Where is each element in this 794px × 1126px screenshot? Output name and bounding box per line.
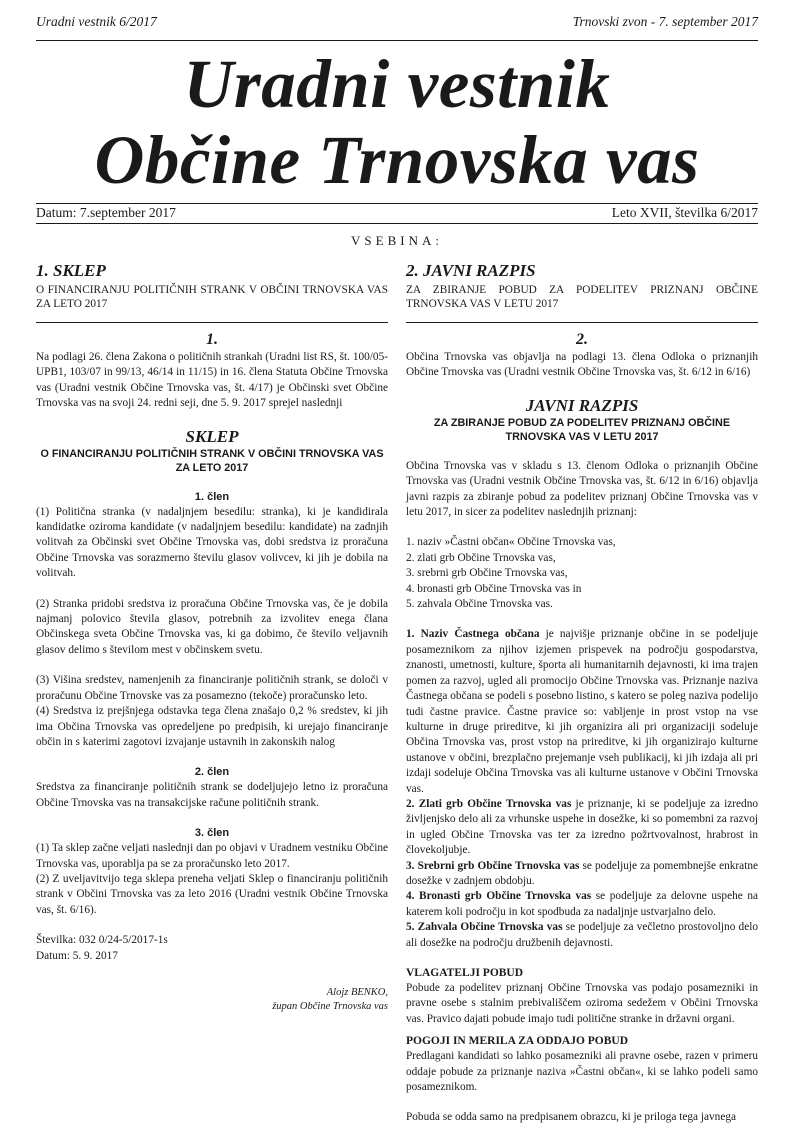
- left-column-rule: [36, 322, 388, 324]
- dateline-rule: [36, 223, 758, 224]
- article-1-para-1: (1) Politična stranka (v nadaljnjem besedilu: stranka), ki je kandidirala kandidatke oziroma kandidate (v nadaljnjem besedilu: kandidate) na zadnjih volitvah za Občinski svet Občine Trnovska vas, dobi sredstva iz proračuna Občine Trnovska vas sorazmerno številu glasov volivcev, ki jih je dobila na volitvah.: [36, 505, 388, 580]
- masthead-line2: Občine Trnovska vas: [94, 122, 700, 198]
- toc-item-1: [36, 261, 388, 311]
- issue-date: Datum: 7.september 2017: [36, 205, 176, 220]
- list-item: 4. bronasti grb Občine Trnovska vas in: [406, 582, 582, 595]
- section-number-1: 1.: [206, 331, 218, 348]
- list-item: 1. naziv »Častni občan« Občine Trnovska vas,: [406, 536, 616, 549]
- toc-item-1-desc: O FINANCIRANJU POLITIČNIH STRANK V OBČINI TRNOVSKA VAS ZA LETO 2017: [36, 284, 388, 310]
- right-column: [406, 330, 758, 1126]
- masthead: [36, 46, 758, 198]
- masthead-rule: [36, 203, 758, 204]
- toc-item-1-title: 1. SKLEP: [36, 261, 106, 280]
- article-1-para-4: (4) Sredstva iz prejšnjega odstavka tega člena znašajo 0,2 % sredstev, ki jih ima Občina Trnovska vas opredeljene po predpisih, ki urejajo financiranje občin in s katerimi zagotovi izvajanje ustavnih in zakonskih nalog: [36, 705, 388, 748]
- award-desc-2: [406, 797, 758, 859]
- submission-para: Pobuda se odda samo na predpisanem obrazcu, ki je priloga tega javnega: [406, 1111, 737, 1124]
- section-number-2: 2.: [576, 331, 588, 348]
- article-1-heading: 1. člen: [194, 490, 230, 503]
- list-item: 5. zahvala Občine Trnovska vas.: [406, 598, 553, 611]
- list-item: 3. srebrni grb Občine Trnovska vas,: [406, 567, 568, 580]
- article-3-para-1: (1) Ta sklep začne veljati naslednji dan po objavi v Uradnem vestniku Občine Trnovska vas, uporablja pa se za proračunsko leto 2017.: [36, 842, 388, 870]
- award-desc-4: [406, 889, 758, 920]
- toc-item-2-title: 2. JAVNI RAZPIS: [406, 261, 536, 280]
- masthead-line1: Uradni vestnik: [183, 46, 611, 122]
- sklep-intro: Na podlagi 26. člena Zakona o političnih strankah (Uradni list RS, št. 100/05-UPB1, 103/07 in 99/13, 46/14 in 11/15) in 16. člena Statuta Občine Trnovska vas (Uradni vestnik Občine Trnovska vas, št. 4/17) je Občinski svet Občine Trnovska vas na svoji 24. redni seji, dne 5. 9. 2017 sprejel naslednji: [36, 351, 388, 410]
- issue-number: Leto XVII, številka 6/2017: [611, 205, 758, 220]
- razpis-subtitle: ZA ZBIRANJE POBUD ZA PODELITEV PRIZNANJ OBČINE TRNOVSKA VAS V LETU 2017: [433, 416, 731, 443]
- applicants-para: Pobude za podelitev priznanj Občine Trnovska vas podajo posamezniki in pravne osebe s stalnim prebivališčem oziroma sedežem v Občini Trnovska vas. Pravico dajati pobude imajo tudi politične stranke in državni organi.: [406, 982, 758, 1025]
- razpis-para-1: Občina Trnovska vas v skladu s 13. členom Odloka o priznanjih Občine Trnovska vas (Uradni vestnik Občine Trnovska vas, št. 6/12 in 6/16) objavlja javni razpis za zbiranje pobud za podelitev priznanj Občine Trnovska vas v letu 2017, in sicer za podelitev naslednjih priznanj:: [406, 459, 758, 519]
- toc-item-2: [406, 261, 758, 311]
- award-desc-1-text: je najvišje priznanje občine in se podeljuje posameznikom za njihov izjemen prispevek na področju gospodarstva, znanosti, umetnosti, kulture, športa ali humanitarnih dejavnosti, ki ima trajen pomen za razvoj, ugled ali promocijo Občine Trnovska vas. Priznanje naziva Častnega občana se podeli s posebno listino, s katero se poleg naziva podelijo tudi častne pravice. Častne pravice so: vabljenje in prost vstop na vse kulturne in druge prireditve, ki jih organizira ali pri organizaciji sodeluje Občina Trnovska vas, prost vstop na prireditve, ki jih organizirajo kulturne ustanove v občini, brezplačno prejemanje vseh publikacij, ki jih izdaja ali pri izdaji sodeluje Občina Trnovska vas ali kulturne ustanove v Občini Trnovska vas.: [406, 628, 758, 795]
- award-desc-2-name: 2. Zlati grb Občine Trnovska vas: [406, 797, 572, 810]
- left-column: [36, 330, 388, 1014]
- award-desc-3-name: 3. Srebrni grb Občine Trnovska vas: [406, 859, 580, 872]
- article-2-para: Sredstva za financiranje političnih strank se dodeljujejo letno iz proračuna Občine Trnovska vas na transakcijske račune političnih strank.: [36, 781, 388, 809]
- article-3-heading: 3. člen: [194, 827, 230, 840]
- right-column-rule: [406, 322, 758, 324]
- section-heading-criteria: POGOJI IN MERILA ZA ODDAJO POBUD: [406, 1035, 629, 1048]
- award-desc-2-text: je priznanje, ki se podeljuje za izredno življenjsko delo ali za vrhunske uspehe in dosežke, ki so pomembni za razvoj in ugled Občine Trnovska vas ter za izredno požrtvovalnost, hrabrost in človekoljubje.: [406, 797, 758, 857]
- article-3-para-2: (2) Z uveljavitvijo tega sklepa preneha veljati Sklep o financiranju političnih strank v Občini Trnovska vas za leto 2016 (Uradni vestnik Občine Trnovska vas, št. 6/16).: [36, 872, 388, 916]
- award-desc-3: [406, 859, 758, 890]
- award-desc-4-text: se podeljuje za delovne uspehe na katerem koli področju in kot spodbuda za nadaljnje ustvarjalno delo.: [406, 890, 758, 918]
- sklep-subtitle: O FINANCIRANJU POLITIČNIH STRANK V OBČINI TRNOVSKA VAS ZA LETO 2017: [40, 447, 384, 474]
- award-desc-1: [406, 627, 758, 796]
- list-item: 2. zlati grb Občine Trnovska vas,: [406, 551, 556, 564]
- running-header-right: Trnovski zvon - 7. september 2017: [572, 14, 758, 29]
- article-1-para-2: (2) Stranka pridobi sredstva iz proračuna Občine Trnovska vas, če je dobila najmanj polovico števila glasov, potrebnih za izvolitev enega člana Občinskega sveta Občine Trnovska vas, ki ga dobimo, če število veljavnih glasov delimo s številom mest v občinskem svetu.: [36, 597, 388, 656]
- header-rule: [36, 40, 758, 41]
- award-desc-1-name: 1. Naziv Častnega občana: [406, 628, 540, 641]
- contents-label: VSEBINA:: [351, 233, 443, 248]
- award-desc-5: [406, 920, 758, 951]
- award-desc-4-name: 4. Bronasti grb Občine Trnovska vas: [406, 890, 592, 903]
- awards-list: [406, 535, 758, 612]
- criteria-para: Predlagani kandidati so lahko posamezniki ali pravne osebe, razen v primeru oddaje pobude za priznanje naziva »Častni občan«, ki se lahko podeli samo posameznikom.: [406, 1050, 758, 1094]
- article-1-para-3: (3) Višina sredstev, namenjenih za financiranje političnih strank, se določi v proračunu Občine Trnovske vas za posamezno (tekoče) proračunsko leto.: [36, 674, 388, 702]
- signature-name: Alojz BENKO,: [326, 986, 388, 998]
- section-heading-applicants: VLAGATELJI POBUD: [406, 967, 524, 979]
- article-2-heading: 2. člen: [194, 766, 230, 779]
- razpis-intro: Občina Trnovska vas objavlja na podlagi 13. člena Odloka o priznanjih Občine Trnovska vas (Uradni vestnik Občine Trnovska vas, št. 6/12 in 6/16): [406, 351, 758, 379]
- toc-item-2-desc: ZA ZBIRANJE POBUD ZA PODELITEV PRIZNANJ OBČINE TRNOVSKA VAS V LETU 2017: [406, 284, 758, 310]
- running-header-left: Uradni vestnik 6/2017: [36, 14, 157, 29]
- sklep-title: SKLEP: [185, 426, 239, 446]
- signature-title: župan Občine Trnovska vas: [272, 1000, 388, 1012]
- document-number: Številka: 032 0/24-5/2017-1s: [36, 934, 168, 947]
- award-desc-5-name: 5. Zahvala Občine Trnovska vas: [406, 921, 563, 934]
- award-desc-5-text: se podeljuje za večletno prostovoljno delo ali dosežke na področju družbenih dejavnosti.: [406, 921, 758, 949]
- razpis-title: JAVNI RAZPIS: [525, 395, 639, 415]
- award-desc-3-text: se podeljuje za pomembnejše enkratne dosežke v zadnjem obdobju.: [406, 859, 758, 887]
- document-date: Datum: 5. 9. 2017: [36, 949, 118, 962]
